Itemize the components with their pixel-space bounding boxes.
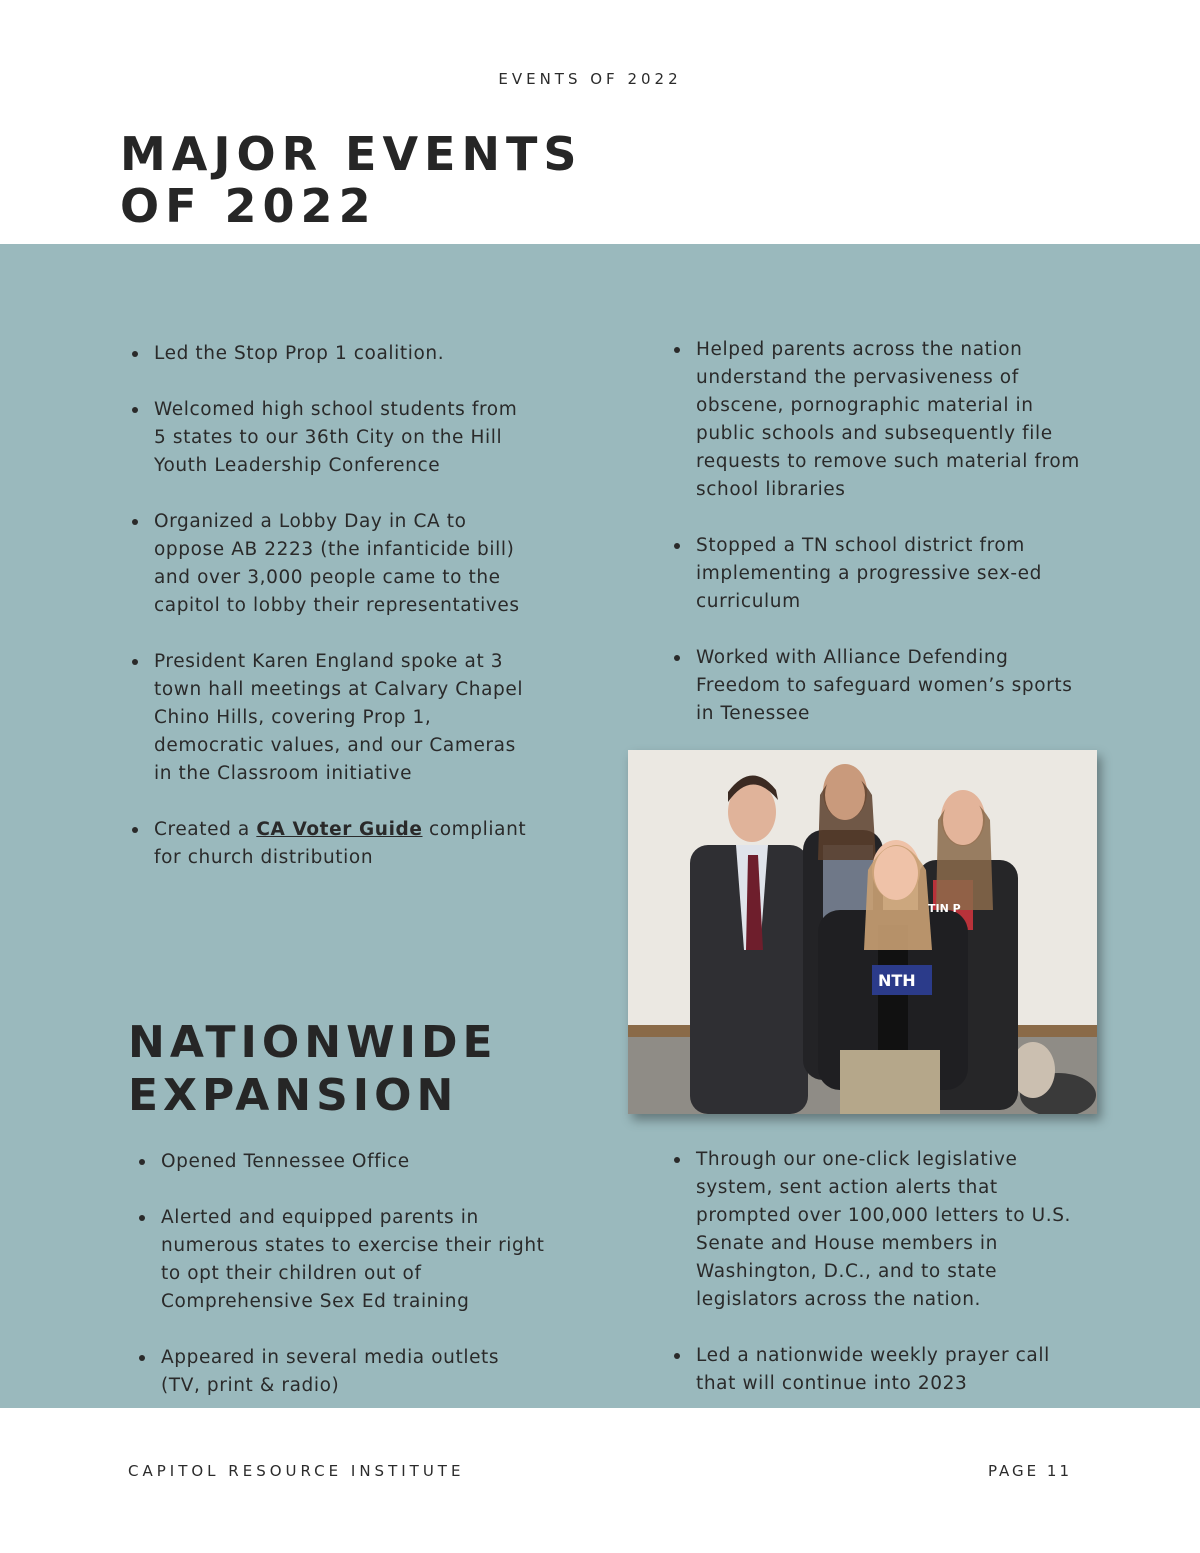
page-title-line-1: MAJOR EVENTS: [120, 127, 583, 181]
list-item: Alerted and equipped parents in numerous states to exercise their right to opt their children out of Comprehensive Sex Ed training: [135, 1204, 545, 1316]
group-photo-illustration: [628, 750, 1097, 1114]
footer-organization: CAPITOL RESOURCE INSTITUTE: [128, 1462, 465, 1480]
list-item: Appeared in several media outlets (TV, print & radio): [135, 1344, 545, 1400]
list-item-voter-guide: [128, 816, 528, 872]
list-item: President Karen England spoke at 3 town hall meetings at Calvary Chapel Chino Hills, covering Prop 1, democratic values, and our Cameras in the Classroom initiative: [128, 648, 528, 788]
page-title: [120, 128, 720, 232]
list-item: Led a nationwide weekly prayer call that will continue into 2023: [670, 1342, 1090, 1398]
shirt-text: TIN P: [928, 902, 961, 915]
voter-guide-prefix: Created a: [154, 819, 257, 840]
major-events-right-list: [670, 336, 1090, 756]
list-item: Led the Stop Prop 1 coalition.: [128, 340, 528, 368]
list-item: Helped parents across the nation understand the pervasiveness of obscene, pornographic material in public schools and subsequently file requests to remove such material from school libraries: [670, 336, 1090, 504]
list-item: Stopped a TN school district from implementing a progressive sex-ed curriculum: [670, 532, 1090, 616]
ca-voter-guide-link[interactable]: CA Voter Guide: [256, 819, 423, 840]
list-item: Through our one-click legislative system, sent action alerts that prompted over 100,000 letters to U.S. Senate and House members in Washington, D.C., and to state legislators across the nation.: [670, 1146, 1090, 1314]
major-events-left-list: [128, 340, 528, 900]
nationwide-right-list: [670, 1146, 1090, 1426]
list-item: Worked with Alliance Defending Freedom to safeguard women’s sports in Tenessee: [670, 644, 1090, 728]
list-item: Organized a Lobby Day in CA to oppose AB 2223 (the infanticide bill) and over 3,000 people came to the capitol to lobby their representatives: [128, 508, 528, 620]
voter-guide-suffix: compliant for church distribution: [154, 819, 527, 868]
section-title-line-2: EXPANSION: [128, 1070, 459, 1121]
nationwide-left-list: [135, 1148, 545, 1428]
page-title-line-2: OF 2022: [120, 179, 377, 233]
nationwide-expansion-title: [128, 1016, 568, 1122]
list-item: Welcomed high school students from 5 states to our 36th City on the Hill Youth Leadership Conference: [128, 396, 528, 480]
shirt-text: NTH: [878, 971, 916, 990]
group-photo: [628, 750, 1097, 1114]
list-item: Opened Tennessee Office: [135, 1148, 545, 1176]
section-kicker: EVENTS OF 2022: [498, 70, 682, 88]
footer-page-number: PAGE 11: [987, 1462, 1072, 1480]
section-title-line-1: NATIONWIDE: [128, 1017, 498, 1068]
